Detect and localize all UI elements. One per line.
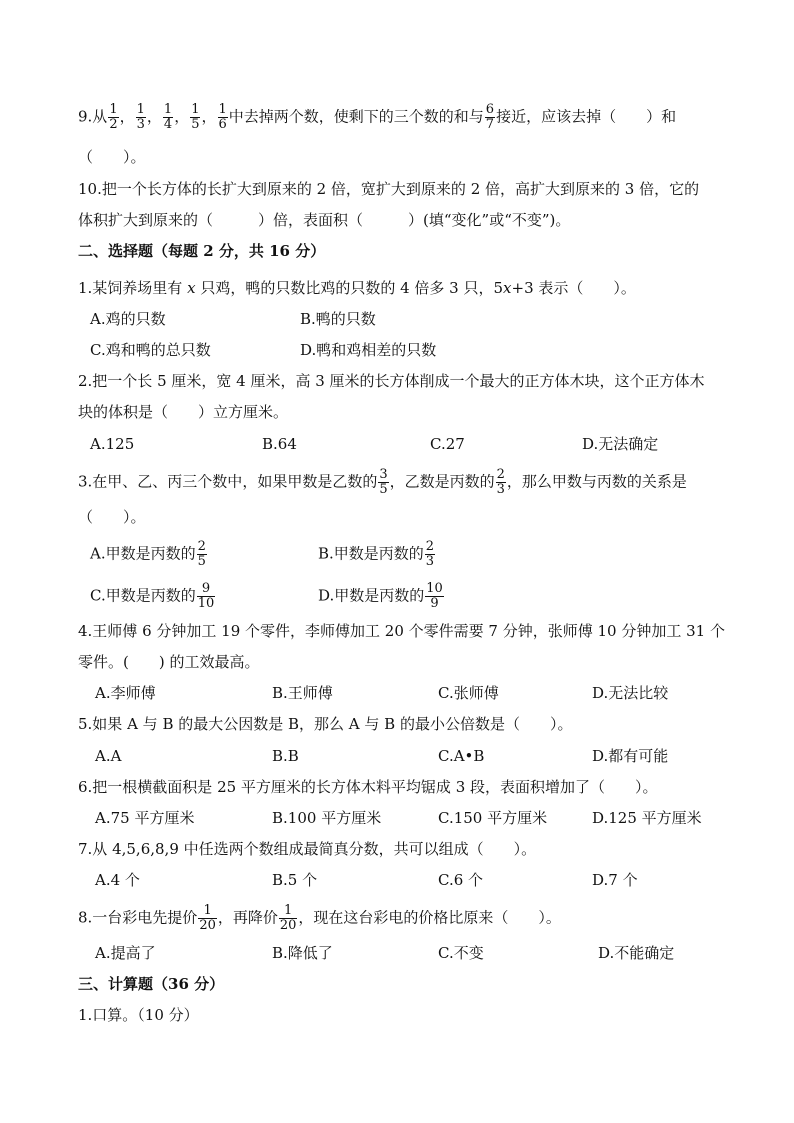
choice-8-option-c: C.不变 bbox=[438, 944, 484, 962]
choice-2-line-1: 2.把一个长 5 厘米，宽 4 厘米，高 3 厘米的长方体削成一个最大的正方体木块，这个正方体木 bbox=[78, 372, 705, 390]
choice-7-option-c: C.6 个 bbox=[438, 871, 484, 889]
fraction-6-7: $\frac{6}{7}$ bbox=[485, 102, 495, 132]
choice-6-option-c: C.150 平方厘米 bbox=[438, 809, 548, 827]
choice-6-line-1: 6.把一根横截面积是 25 平方厘米的长方体木料平均锯成 3 段，表面积增加了（ ）。 bbox=[78, 778, 658, 796]
choice-3-option-d: D.甲数是丙数的 $\frac{10}{9}$ bbox=[318, 581, 443, 611]
choice-3-option-c: C.甲数是丙数的 $\frac{9}{10}$ bbox=[90, 581, 215, 611]
choice-2-option-d: D.无法确定 bbox=[582, 435, 659, 453]
choice-4-option-c: C.张师傅 bbox=[438, 684, 499, 702]
choice-1-option-d: D.鸭和鸡相差的只数 bbox=[300, 341, 437, 359]
choice-8-option-d: D.不能确定 bbox=[598, 944, 675, 962]
q9-text-b: 中去掉两个数，使剩下的三个数的和与 bbox=[228, 107, 484, 126]
choice-4-option-d: D.无法比较 bbox=[592, 684, 669, 702]
question-9-line-1: 9.从 $\frac{1}{2}$ ， $\frac{1}{3}$ ， $\frac{1}{4}$ ， $\frac{1}{5}$ ， $\frac{1}{6}$ 中去掉两个数，使剩下的三个数的和与 $\frac{6}{7}$ 接近，应该去掉（ ）和 bbox=[78, 102, 677, 132]
choice-7-option-a: A.4 个 bbox=[95, 871, 140, 889]
choice-3-line-1: 3.在甲、乙、丙三个数中，如果甲数是乙数的 $\frac{3}{5}$ ，乙数是丙数的 $\frac{2}{3}$ ，那么甲数与丙数的关系是 bbox=[78, 467, 687, 497]
fraction-2-3: $\frac{2}{3}$ bbox=[496, 467, 505, 497]
choice-5-option-a: A.A bbox=[95, 747, 122, 765]
choice-8-option-b: B.降低了 bbox=[272, 944, 333, 962]
choice-7-line-1: 7.从 4,5,6,8,9 中任选两个数组成最简真分数，共可以组成（ ）。 bbox=[78, 840, 537, 858]
choice-1-option-b: B.鸭的只数 bbox=[300, 310, 376, 328]
choice-3-line-2: （ ）。 bbox=[78, 508, 146, 526]
choice-8-option-a: A.提高了 bbox=[95, 944, 156, 962]
choice-5-line-1: 5.如果 A 与 B 的最大公因数是 B，那么 A 与 B 的最小公倍数是（ ）。 bbox=[78, 715, 573, 733]
choice-2-line-2: 块的体积是（ ）立方厘米。 bbox=[78, 403, 289, 421]
fraction-1-5: $\frac{1}{5}$ bbox=[191, 102, 200, 132]
choice-7-option-b: B.5 个 bbox=[272, 871, 318, 889]
fraction-1-2: $\frac{1}{2}$ bbox=[109, 102, 118, 132]
choice-5-option-d: D.都有可能 bbox=[592, 747, 669, 765]
choice-5-option-c: C.A•B bbox=[438, 747, 485, 765]
choice-2-option-b: B.64 bbox=[262, 435, 297, 453]
choice-1-option-a: A.鸡的只数 bbox=[90, 310, 166, 328]
choice-3-option-b: B.甲数是丙数的 $\frac{2}{3}$ bbox=[318, 539, 435, 569]
q9-text-a: 9.从 bbox=[78, 107, 108, 126]
q9-text-c: 接近，应该去掉（ ）和 bbox=[496, 107, 677, 126]
fraction-1-3: $\frac{1}{3}$ bbox=[136, 102, 145, 132]
section-2-title: 二、选择题（每题 2 分，共 16 分） bbox=[78, 242, 326, 260]
choice-1-question: 1.某饲养场里有 x 只鸡，鸭的只数比鸡的只数的 4 倍多 3 只，5x+3 表示（ ）。 bbox=[78, 279, 636, 297]
fraction-1-20-a: $\frac{1}{20}$ bbox=[199, 903, 216, 933]
question-10-line-1: 10.把一个长方体的长扩大到原来的 2 倍，宽扩大到原来的 2 倍，高扩大到原来的 3 倍，它的 bbox=[78, 180, 700, 198]
choice-4-option-b: B.王师傅 bbox=[272, 684, 333, 702]
choice-4-option-a: A.李师傅 bbox=[95, 684, 156, 702]
choice-8-line-1: 8.一台彩电先提价 $\frac{1}{20}$ ，再降价 $\frac{1}{20}$ ，现在这台彩电的价格比原来（ ）。 bbox=[78, 903, 561, 933]
question-10-line-2: 体积扩大到原来的（ ）倍，表面积（ ）(填“变化”或“不变”)。 bbox=[78, 211, 571, 229]
fraction-1-6: $\frac{1}{6}$ bbox=[218, 102, 227, 132]
choice-6-option-b: B.100 平方厘米 bbox=[272, 809, 382, 827]
fraction-1-4: $\frac{1}{4}$ bbox=[163, 102, 173, 132]
choice-4-line-1: 4.王师傅 6 分钟加工 19 个零件，李师傅加工 20 个零件需要 7 分钟，张师傅 10 分钟加工 31 个 bbox=[78, 622, 725, 640]
section-3-title: 三、计算题（36 分） bbox=[78, 975, 225, 993]
choice-6-option-d: D.125 平方厘米 bbox=[592, 809, 702, 827]
choice-4-line-2: 零件。( ) 的工效最高。 bbox=[78, 653, 260, 671]
choice-6-option-a: A.75 平方厘米 bbox=[95, 809, 195, 827]
choice-5-option-b: B.B bbox=[272, 747, 299, 765]
choice-2-option-a: A.125 bbox=[90, 435, 135, 453]
choice-1-option-c: C.鸡和鸭的总只数 bbox=[90, 341, 211, 359]
choice-7-option-d: D.7 个 bbox=[592, 871, 638, 889]
fraction-3-5: $\frac{3}{5}$ bbox=[379, 467, 388, 497]
question-9-line-2: （ ）。 bbox=[78, 148, 146, 166]
calc-1-line-1: 1.口算。（10 分） bbox=[78, 1006, 199, 1024]
choice-3-option-a: A.甲数是丙数的 $\frac{2}{5}$ bbox=[90, 539, 206, 569]
fraction-1-20-b: $\frac{1}{20}$ bbox=[279, 903, 297, 933]
choice-2-option-c: C.27 bbox=[430, 435, 465, 453]
